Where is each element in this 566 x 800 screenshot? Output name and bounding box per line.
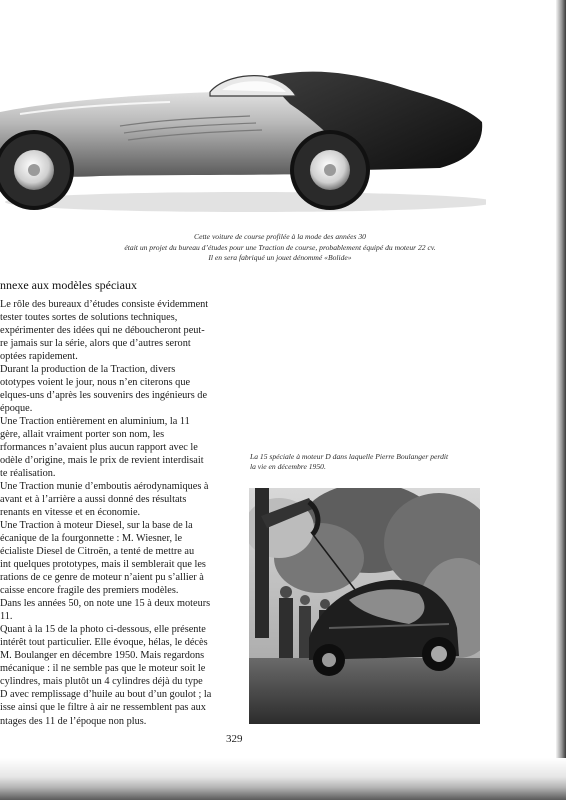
text-line: Dans les années 50, on note une 15 à deux moteurs: [0, 598, 211, 610]
caption-line: La 15 spéciale à moteur D dans laquelle Pierre Boulanger perdit: [250, 452, 449, 461]
caption-line: Il en sera fabriqué un jouet dénommé «Bolide»: [208, 253, 352, 262]
text-line: ntages des 11 de l’époque non plus.: [0, 715, 147, 727]
text-line: mécanique : il ne semble pas que le moteur soit le: [0, 663, 206, 675]
page-number: 329: [226, 733, 243, 745]
text-line: int quelques prototypes, mais il semblerait que les: [0, 559, 206, 571]
text-line: Une Traction à moteur Diesel, sur la base de la: [0, 520, 193, 532]
scan-edge-shadow: [556, 0, 566, 800]
caption-line: la vie en décembre 1950.: [250, 462, 326, 471]
text-line: D avec remplissage d’huile au bout d’un goulot ; la: [0, 689, 212, 701]
text-line: elques-uns d’après les souvenirs des ingénieurs de: [0, 390, 208, 402]
text-line: écialiste Diesel de Citroën, a tenté de mettre au: [0, 546, 195, 558]
text-line: ototypes voient le jour, nous n’en citerons que: [0, 377, 191, 389]
text-line: re jamais sur la série, alors que d’autres seront: [0, 338, 191, 350]
text-line: te réalisation.: [0, 468, 56, 480]
caption-line: était un projet du bureau d’études pour une Traction de course, probablement équipé du moteur 22 cv.: [124, 242, 436, 252]
text-line: tester toutes sortes de solutions techniques,: [0, 312, 178, 324]
text-line: renants en vitesse et en économie.: [0, 507, 141, 519]
text-line: écanique de la fourgonnette : M. Wiesner, le: [0, 533, 183, 545]
text-line: rformances n’avaient plus aucun rapport avec le: [0, 442, 198, 454]
body-text: [0, 298, 238, 728]
text-line: optées rapidement.: [0, 351, 78, 363]
text-line: Une Traction munie d’emboutis aérodynamiques à: [0, 481, 209, 493]
text-line: Le rôle des bureaux d’études consiste évidemment: [0, 299, 209, 310]
text-line: M. Boulanger en décembre 1950. Mais regardons: [0, 650, 205, 662]
text-line: Quant à la 15 de la photo ci-dessous, elle présente: [0, 624, 206, 636]
text-line: odèle d’origine, mais le prix de revient interdisait: [0, 455, 204, 467]
text-line: Durant la production de la Traction, divers: [0, 364, 176, 376]
text-line: expérimenter des idées qui ne déboucheront peut-: [0, 325, 205, 337]
text-line: rations de ce genre de moteur n’aient pu s’allier à: [0, 572, 204, 584]
text-line: 11.: [0, 611, 13, 623]
scan-bottom-shadow: [0, 758, 566, 800]
photo-caption: [250, 452, 482, 472]
section-title: nnexe aux modèles spéciaux: [0, 278, 137, 292]
crash-photo: [249, 488, 480, 724]
text-line: isse ainsi que le filtre à air ne ressemblent pas aux: [0, 702, 206, 714]
text-line: caisse encore fragile des premiers modèles.: [0, 585, 179, 597]
text-line: Une Traction entièrement en aluminium, la 11: [0, 416, 190, 428]
text-line: intérêt tout particulier. Elle évoque, hélas, le décès: [0, 637, 208, 649]
race-car-photo: [0, 52, 486, 224]
text-line: cylindres, mais plutôt un 4 cylindres déjà du type: [0, 676, 203, 688]
text-line: époque.: [0, 403, 33, 415]
text-line: gère, allait vraiment porter son nom, les: [0, 429, 165, 441]
caption-line: Cette voiture de course profilée à la mode des années 30: [194, 232, 366, 241]
top-figure-caption: [100, 232, 460, 264]
text-line: avant et à l’arrière a aussi donné des résultats: [0, 494, 187, 506]
